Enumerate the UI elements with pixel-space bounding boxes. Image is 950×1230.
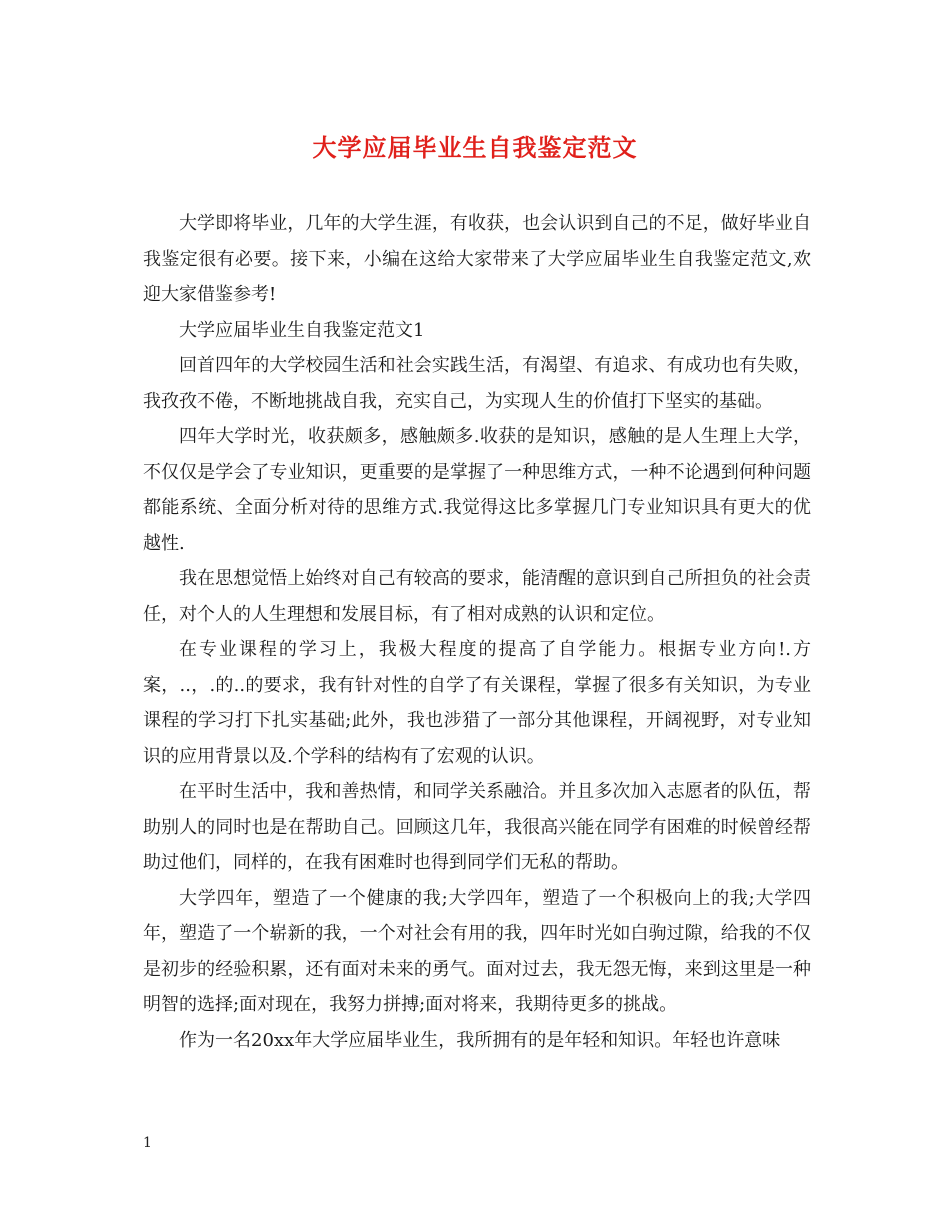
paragraph-intro: 大学即将毕业，几年的大学生涯，有收获，也会认识到自己的不足，做好毕业自我鉴定很有必要。接下来，小编在这给大家带来了大学应届毕业生自我鉴定范文,欢迎大家借鉴参考! xyxy=(143,213,811,305)
paragraph: 在平时生活中，我和善热情，和同学关系融洽。并且多次加入志愿者的队伍，帮助别人的同时也是在帮助自己。回顾这几年，我很高兴能在同学有困难的时候曾经帮助过他们，同样的，在我有困难时也得到同学们无私的帮助。 xyxy=(143,781,811,873)
paragraph: 我在思想觉悟上始终对自己有较高的要求，能清醒的意识到自己所担负的社会责任，对个人的人生理想和发展目标，有了相对成熟的认识和定位。 xyxy=(143,568,811,625)
paragraph: 回首四年的大学校园生活和社会实践生活，有渴望、有追求、有成功也有失败，我孜孜不倦，不断地挑战自我，充实自己，为实现人生的价值打下坚实的基础。 xyxy=(143,355,811,412)
paragraph: 大学四年，塑造了一个健康的我;大学四年，塑造了一个积极向上的我;大学四年，塑造了一个崭新的我，一个对社会有用的我，四年时光如白驹过隙，给我的不仅是初步的经验积累，还有面对未来的勇气。面对过去，我无怨无悔，来到这里是一种明智的选择;面对现在，我努力拼搏;面对将来，我期待更多的挑战。 xyxy=(143,887,811,1015)
section-heading: 大学应届毕业生自我鉴定范文1 xyxy=(179,319,425,341)
document-body xyxy=(143,206,811,1058)
document-title: 大学应届毕业生自我鉴定范文 xyxy=(312,133,638,162)
paragraph: 在专业课程的学习上，我极大程度的提高了自学能力。根据专业方向!.方案，..，.的..的要求，我有针对性的自学了有关课程，掌握了很多有关知识，为专业课程的学习打下扎实基础;此外，我也涉猎了一部分其他课程，开阔视野，对专业知识的应用背景以及.个学科的结构有了宏观的认识。 xyxy=(143,639,811,767)
page-number: 1 xyxy=(143,1135,152,1151)
paragraph: 四年大学时光，收获颇多，感触颇多.收获的是知识，感触的是人生理上大学，不仅仅是学会了专业知识，更重要的是掌握了一种思维方式，一种不论遇到何种问题都能系统、全面分析对待的思维方式.我觉得这比多掌握几门专业知识具有更大的优越性. xyxy=(143,426,811,554)
paragraph: 作为一名20xx年大学应届毕业生，我所拥有的是年轻和知识。年轻也许意味 xyxy=(179,1029,781,1051)
